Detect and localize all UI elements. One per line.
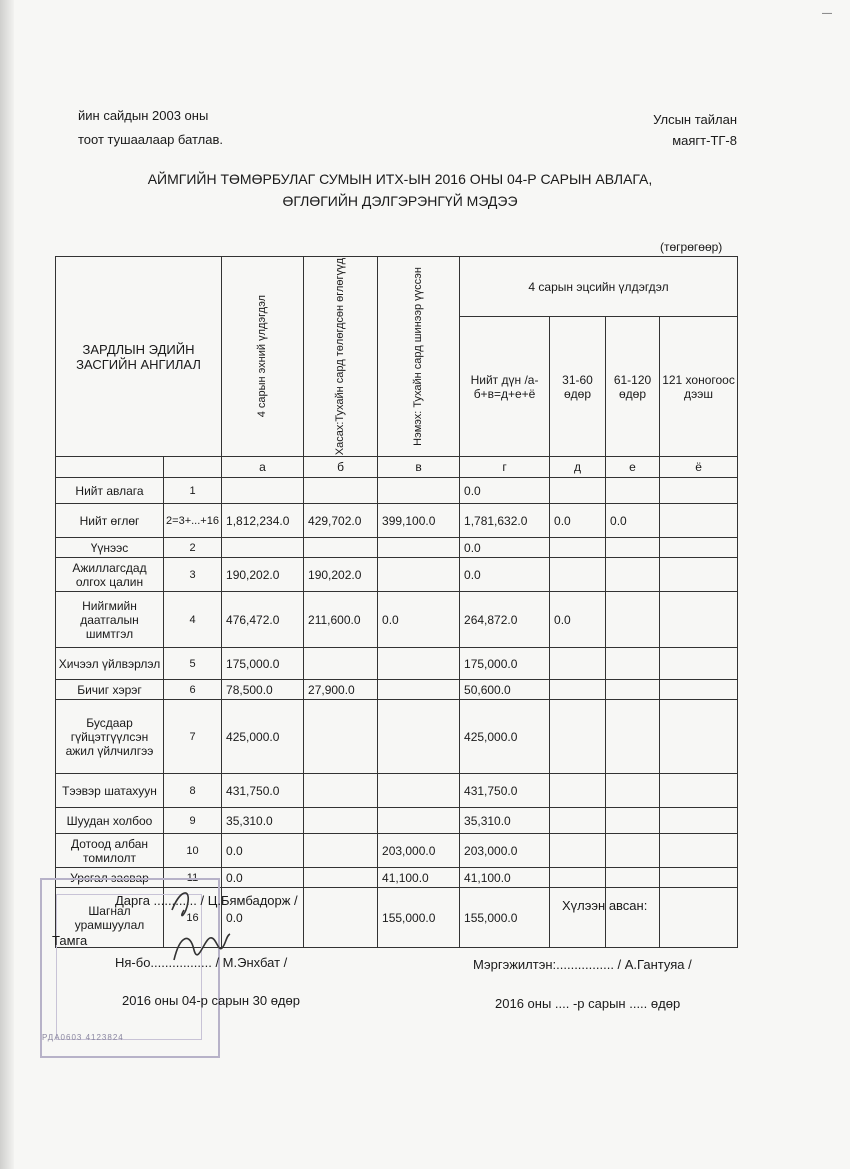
table-cell-b: 429,702.0 — [304, 504, 378, 538]
table-cell-yo — [660, 700, 738, 774]
table-row — [56, 700, 738, 774]
table-cell-name: Нийгмийн даатгалын шимтгэл — [56, 592, 164, 648]
table-header-row-1 — [56, 257, 738, 317]
header-col-v-text: Нэмэх: Тухайн сард шинээр үүссэн — [412, 267, 425, 446]
approval-note — [78, 104, 223, 152]
table-cell-a: 0.0 — [222, 834, 304, 868]
letter-cell: а — [222, 457, 304, 478]
table-cell-v: 0.0 — [378, 592, 460, 648]
table-cell-code: 3 — [164, 558, 222, 592]
table-cell-yo — [660, 680, 738, 700]
table-cell-g: 1,781,632.0 — [460, 504, 550, 538]
approval-line-2: тоот тушаалаар батлав. — [78, 132, 224, 147]
table-cell-code: 2 — [164, 538, 222, 558]
date-left: 2016 оны 04-р сарын 30 өдөр — [122, 993, 300, 1008]
table-cell-name: Бичиг хэрэг — [56, 680, 164, 700]
table-cell-d: 0.0 — [550, 592, 606, 648]
table-cell-code: 6 — [164, 680, 222, 700]
table-cell-yo — [660, 774, 738, 808]
table-cell-b — [304, 774, 378, 808]
table-cell-yo — [660, 592, 738, 648]
letter-row — [56, 457, 738, 478]
table-cell-d — [550, 538, 606, 558]
table-cell-g: 0.0 — [460, 538, 550, 558]
header-col-d: 31-60 өдөр — [550, 317, 606, 457]
table-cell-name: Нийт өглөг — [56, 504, 164, 538]
corner-mark: — — [822, 8, 832, 19]
header-group: 4 сарын эцсийн үлдэгдэл — [460, 257, 738, 317]
table-cell-a: 425,000.0 — [222, 700, 304, 774]
table-cell-e — [606, 680, 660, 700]
currency-unit: (төгрөгөөр) — [660, 240, 723, 254]
table-cell-g: 203,000.0 — [460, 834, 550, 868]
letter-cell — [56, 457, 164, 478]
table-cell-name: Тээвэр шатахуун — [56, 774, 164, 808]
letter-cell: г — [460, 457, 550, 478]
letter-cell — [164, 457, 222, 478]
table-cell-d — [550, 868, 606, 888]
table-cell-code: 9 — [164, 808, 222, 834]
table-row — [56, 558, 738, 592]
table-cell-code: 5 — [164, 648, 222, 680]
report-title-line-2: ӨГЛӨГИЙН ДЭЛГЭРЭНГҮЙ МЭДЭЭ — [282, 193, 518, 209]
table-cell-v: 41,100.0 — [378, 868, 460, 888]
table-cell-e — [606, 774, 660, 808]
table-cell-a: 175,000.0 — [222, 648, 304, 680]
table-cell-v — [378, 700, 460, 774]
table-cell-e — [606, 648, 660, 680]
table-row — [56, 538, 738, 558]
header-category: ЗАРДЛЫН ЭДИЙН ЗАСГИЙН АНГИЛАЛ — [56, 257, 222, 457]
header-col-v — [378, 257, 460, 457]
table-cell-name: Хичээл үйлвэрлэл — [56, 648, 164, 680]
header-col-a — [222, 257, 304, 457]
table-cell-name: Үүнээс — [56, 538, 164, 558]
header-col-e: 61-120 өдөр — [606, 317, 660, 457]
table-cell-yo — [660, 558, 738, 592]
table-cell-name: Шагнал урамшуулал — [56, 888, 164, 948]
table-cell-g: 264,872.0 — [460, 592, 550, 648]
table-cell-b — [304, 478, 378, 504]
table-cell-yo — [660, 648, 738, 680]
table-cell-yo — [660, 538, 738, 558]
table-cell-a: 0.0 — [222, 868, 304, 888]
table-cell-g: 0.0 — [460, 558, 550, 592]
table-cell-a: 35,310.0 — [222, 808, 304, 834]
table-cell-yo — [660, 834, 738, 868]
report-table — [55, 256, 738, 948]
form-code-line-2: маягт-ТГ-8 — [672, 133, 737, 148]
table-cell-e — [606, 478, 660, 504]
table-cell-code: 10 — [164, 834, 222, 868]
scan-edge — [0, 0, 14, 1169]
table-cell-g: 35,310.0 — [460, 808, 550, 834]
table-cell-g: 155,000.0 — [460, 888, 550, 948]
table-cell-code: 1 — [164, 478, 222, 504]
table-cell-code: 7 — [164, 700, 222, 774]
letter-cell: б — [304, 457, 378, 478]
table-cell-b: 190,202.0 — [304, 558, 378, 592]
table-row — [56, 478, 738, 504]
table-cell-g: 431,750.0 — [460, 774, 550, 808]
table-cell-b — [304, 808, 378, 834]
table-cell-d — [550, 774, 606, 808]
header-col-b — [304, 257, 378, 457]
table-cell-a — [222, 538, 304, 558]
table-cell-v — [378, 558, 460, 592]
table-cell-v — [378, 538, 460, 558]
table-cell-d — [550, 808, 606, 834]
form-code — [632, 109, 737, 151]
table-cell-a: 476,472.0 — [222, 592, 304, 648]
table-cell-b — [304, 538, 378, 558]
letter-cell: в — [378, 457, 460, 478]
signature-accountant: Ня-бо................. / М.Энхбат / — [115, 955, 288, 970]
table-cell-b — [304, 834, 378, 868]
table-row — [56, 774, 738, 808]
table-cell-b — [304, 700, 378, 774]
approval-line-1: йин сайдын 2003 оны — [78, 108, 209, 123]
table-cell-b: 211,600.0 — [304, 592, 378, 648]
signature-specialist: Мэргэжилтэн:................ / А.Гантуяа / — [473, 957, 692, 972]
table-cell-e — [606, 888, 660, 948]
table-cell-v — [378, 648, 460, 680]
table-cell-b — [304, 868, 378, 888]
table-cell-d — [550, 648, 606, 680]
letter-cell: е — [606, 457, 660, 478]
table-row — [56, 504, 738, 538]
table-cell-d — [550, 478, 606, 504]
report-title — [90, 168, 710, 212]
table-cell-name: Шуудан холбоо — [56, 808, 164, 834]
table-row — [56, 680, 738, 700]
form-code-line-1: Улсын тайлан — [653, 112, 737, 127]
table-cell-d — [550, 680, 606, 700]
table-row — [56, 592, 738, 648]
seal-stamp-text: РДА0603 4123824 — [42, 1033, 124, 1042]
table-cell-a — [222, 478, 304, 504]
table-row — [56, 808, 738, 834]
header-col-yo: 121 хоногоос дээш — [660, 317, 738, 457]
table-cell-e — [606, 834, 660, 868]
table-cell-v — [378, 808, 460, 834]
table-cell-v: 155,000.0 — [378, 888, 460, 948]
table-cell-v: 399,100.0 — [378, 504, 460, 538]
seal-label: Тамга — [52, 933, 88, 948]
table-cell-v — [378, 774, 460, 808]
table-cell-v — [378, 478, 460, 504]
table-cell-d — [550, 834, 606, 868]
table-cell-g: 0.0 — [460, 478, 550, 504]
table-cell-d — [550, 700, 606, 774]
table-cell-yo — [660, 868, 738, 888]
table-cell-a: 190,202.0 — [222, 558, 304, 592]
table-cell-g: 425,000.0 — [460, 700, 550, 774]
signature-stroke — [172, 893, 230, 960]
table-cell-code: 8 — [164, 774, 222, 808]
table-cell-a: 0.0 — [222, 888, 304, 948]
received-label: Хүлээн авсан: — [562, 898, 648, 913]
table-cell-b: 27,900.0 — [304, 680, 378, 700]
table-cell-name: Дотоод албан томилолт — [56, 834, 164, 868]
table-cell-e — [606, 558, 660, 592]
table-cell-code: 4 — [164, 592, 222, 648]
table-cell-name: Ажиллагсдад олгох цалин — [56, 558, 164, 592]
table-cell-yo — [660, 888, 738, 948]
table-cell-b — [304, 888, 378, 948]
table-cell-a: 1,812,234.0 — [222, 504, 304, 538]
table-row — [56, 834, 738, 868]
table-cell-name: Нийт авлага — [56, 478, 164, 504]
header-col-g: Нийт дүн /а-б+в=д+е+ё — [460, 317, 550, 457]
table-cell-e — [606, 868, 660, 888]
table-cell-a: 78,500.0 — [222, 680, 304, 700]
table-cell-e — [606, 538, 660, 558]
table-cell-yo — [660, 504, 738, 538]
letter-cell: д — [550, 457, 606, 478]
letter-cell: ё — [660, 457, 738, 478]
report-title-line-1: АЙМГИЙН ТӨМӨРБУЛАГ СУМЫН ИТХ-ЫН 2016 ОНЫ 04-Р САРЫН АВЛАГА, — [147, 171, 653, 187]
table-cell-a: 431,750.0 — [222, 774, 304, 808]
table-cell-v: 203,000.0 — [378, 834, 460, 868]
table-cell-code: 2=3+...+16 — [164, 504, 222, 538]
table-cell-code: 16 — [164, 888, 222, 948]
table-row — [56, 648, 738, 680]
table-cell-v — [378, 680, 460, 700]
header-col-b-text: Хасах:Тухайн сард төлөгдсөн өглөгүүд — [334, 258, 347, 456]
table-cell-g: 41,100.0 — [460, 868, 550, 888]
table-cell-yo — [660, 478, 738, 504]
table-cell-e — [606, 592, 660, 648]
table-cell-g: 50,600.0 — [460, 680, 550, 700]
header-col-a-text: 4 сарын эхний үлдэгдэл — [256, 295, 269, 418]
table-cell-name: Урсгал засвар — [56, 868, 164, 888]
table-cell-code: 11 — [164, 868, 222, 888]
table-cell-name: Бусдаар гүйцэтгүүлсэн ажил үйлчилгээ — [56, 700, 164, 774]
signature-head: Дарга ............ / Ц.Бямбадорж / — [115, 893, 298, 908]
table-cell-d: 0.0 — [550, 504, 606, 538]
table-cell-g: 175,000.0 — [460, 648, 550, 680]
signature-scribble — [160, 880, 240, 980]
table-cell-e — [606, 808, 660, 834]
date-right: 2016 оны .... -р сарын ..... өдөр — [495, 996, 681, 1011]
table-cell-e — [606, 700, 660, 774]
table-cell-e: 0.0 — [606, 504, 660, 538]
table-cell-d — [550, 558, 606, 592]
table-cell-d — [550, 888, 606, 948]
table-cell-yo — [660, 808, 738, 834]
table-cell-b — [304, 648, 378, 680]
